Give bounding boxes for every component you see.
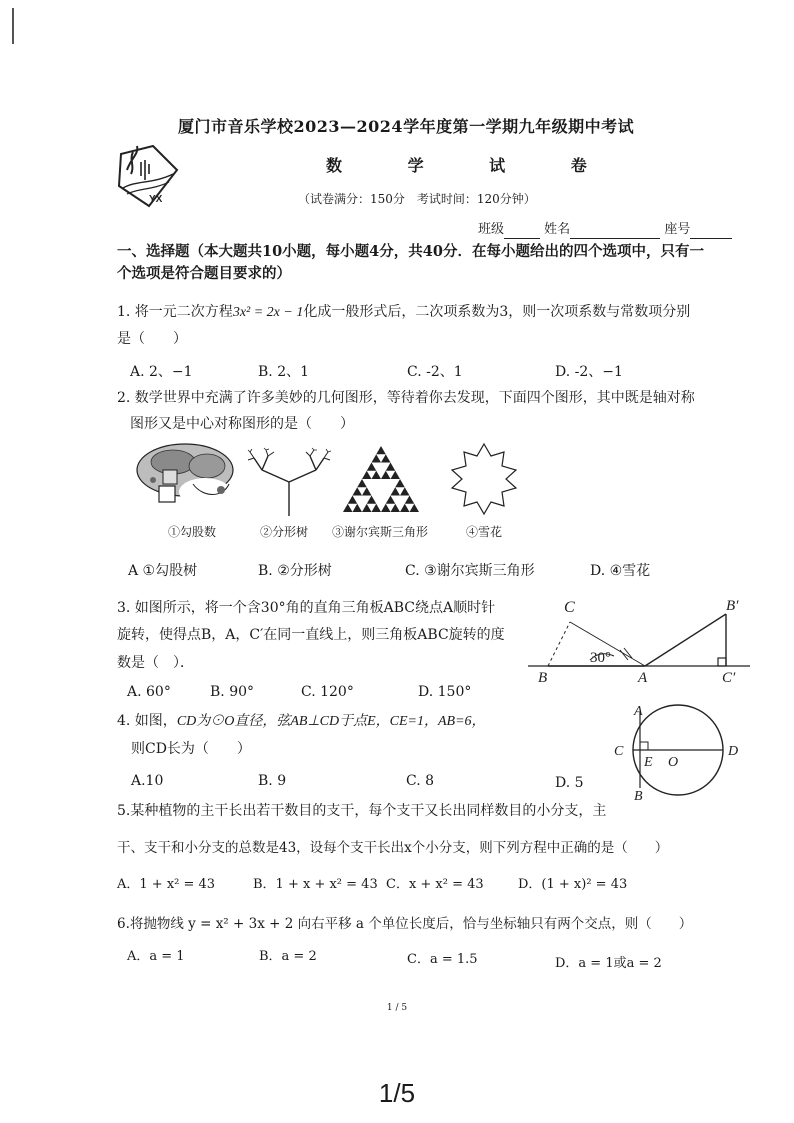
name-blank[interactable] <box>570 224 660 239</box>
q2-caption-4: ④雪花 <box>466 525 503 539</box>
q5-option-b[interactable]: B．1 + x + x² = 43 <box>253 877 378 892</box>
q3-triangle-figure <box>528 598 754 690</box>
big-page-number: 1/5 <box>378 1078 416 1108</box>
section-heading-line2: 个选项是符合题目要求的） <box>117 265 291 282</box>
exam-info: （试卷满分：150分 考试时间：120分钟） <box>298 192 536 206</box>
section-heading-line1: 一、选择题（本大题共10小题，每小题4分，共40分．在每小题给出的四个选项中，只有一 <box>117 243 704 260</box>
q3-label-cprime: C′ <box>722 670 736 686</box>
q2-caption-2: ②分形树 <box>260 525 309 539</box>
school-logo <box>113 140 183 212</box>
q4-option-b[interactable]: B. 9 <box>258 773 287 789</box>
q3-label-b: B <box>538 670 548 686</box>
q4-option-d[interactable]: D. 5 <box>555 775 584 791</box>
q3-label-angle: 30° <box>590 650 611 666</box>
q5-stem-line1: 5.某种植物的主干长出若干数目的支干，每个支干又长出同样数目的小分支，主 <box>117 803 607 819</box>
q1-option-a[interactable]: A. 2、−1 <box>130 364 193 380</box>
pythagoras-tree-figure <box>133 440 241 514</box>
exam-title: 厦门市音乐学校2023—2024学年度第一学期九年级期中考试 <box>178 117 635 136</box>
q4-label-a: A <box>634 704 643 719</box>
seat-blank[interactable] <box>690 224 732 239</box>
q4-label-d: D <box>728 744 739 759</box>
q3-option-c[interactable]: C. 120° <box>301 684 354 700</box>
q2-stem-line1: 2. 数学世界中充满了许多美妙的几何图形，等待着你去发现，下面四个图形，其中既是轴对称 <box>117 390 695 406</box>
fractal-tree-figure <box>244 444 334 518</box>
q3-stem-line3: 数是（ ）． <box>117 655 194 671</box>
q3-option-d[interactable]: D. 150° <box>418 684 472 700</box>
q4-stem-line1: 4. 如图，CD为⊙O直径，弦AB⊥CD于点E，CE=1，AB=6， <box>117 713 486 729</box>
q2-stem-line2: 图形又是中心对称图形的是（ ） <box>130 416 354 432</box>
q1-option-b[interactable]: B. 2、1 <box>258 364 310 380</box>
q4-circle-figure <box>610 700 746 804</box>
q2-option-a[interactable]: A ①勾股树 <box>128 563 198 579</box>
q6-option-d[interactable]: D．a = 1或a = 2 <box>555 956 662 971</box>
small-page-number: 1 / 5 <box>386 1003 408 1013</box>
q1-stem-line2: 是（ ） <box>117 331 187 347</box>
q2-option-b[interactable]: B. ②分形树 <box>258 563 332 579</box>
q3-label-c: C <box>564 599 575 616</box>
q3-stem-line1: 3. 如图所示，将一个含30°角的直角三角板ABC绕点A顺时针 <box>117 600 496 616</box>
q1-option-c[interactable]: C. -2、1 <box>407 364 463 380</box>
q4-stem-line2: 则CD长为（ ） <box>131 741 251 757</box>
q4-label-e: E <box>644 755 653 770</box>
seat-label: 座号 <box>664 222 691 237</box>
q4-option-a[interactable]: A.10 <box>131 773 164 789</box>
q3-option-b[interactable]: B. 90° <box>210 684 255 700</box>
q6-stem: 6.将抛物线 y = x² + 3x + 2 向右平移 a 个单位长度后，恰与坐标轴只有两个交点，则（ ） <box>117 916 693 932</box>
q4-label-c: C <box>614 744 624 759</box>
q5-stem-line2: 干、支干和小分支的总数是43，设每个支干长出x个小分支，则下列方程中正确的是（ ） <box>117 840 669 856</box>
student-info-line <box>478 221 732 239</box>
q2-option-d[interactable]: D. ④雪花 <box>590 563 651 579</box>
sierpinski-triangle-figure <box>341 444 421 514</box>
q4-option-c[interactable]: C. 8 <box>406 773 435 789</box>
q3-stem-line2: 旋转，使得点B，A，C′在同一直线上，则三角板ABC旋转的度 <box>117 627 505 643</box>
scan-edge-mark <box>12 8 14 44</box>
q5-option-c[interactable]: C．x + x² = 43 <box>386 877 484 892</box>
class-blank[interactable] <box>504 224 540 239</box>
q1-equation: 3x² = 2x − 1 <box>232 305 304 320</box>
q2-caption-1: ①勾股数 <box>168 525 217 539</box>
q5-option-a[interactable]: A．1 + x² = 43 <box>117 877 216 892</box>
q6-option-b[interactable]: B．a = 2 <box>259 949 317 964</box>
q2-caption-3: ③谢尔宾斯三角形 <box>332 525 429 539</box>
q1-option-d[interactable]: D. -2、−1 <box>555 364 623 380</box>
q5-option-d[interactable]: D．(1 + x)² = 43 <box>518 877 628 892</box>
q6-option-a[interactable]: A．a = 1 <box>127 949 185 964</box>
exam-subject: 数 学 试 卷 <box>326 156 617 175</box>
name-label: 姓名 <box>544 222 571 237</box>
q2-option-c[interactable]: C. ③谢尔宾斯三角形 <box>405 563 535 579</box>
q4-label-o: O <box>668 755 679 770</box>
logo-text: YX <box>149 194 163 205</box>
q6-option-c[interactable]: C．a = 1.5 <box>407 952 478 967</box>
q3-option-a[interactable]: A. 60° <box>127 684 171 700</box>
q3-label-a: A <box>638 670 648 686</box>
koch-snowflake-figure <box>444 442 524 516</box>
q3-label-bprime: B′ <box>726 598 739 614</box>
q1-stem-line1: 1. 将一元二次方程3x² = 2x − 1化成一般形式后，二次项系数为3，则一次项系数与常数项分别 <box>117 304 691 320</box>
class-label: 班级 <box>478 222 505 237</box>
q4-label-b: B <box>634 789 643 804</box>
